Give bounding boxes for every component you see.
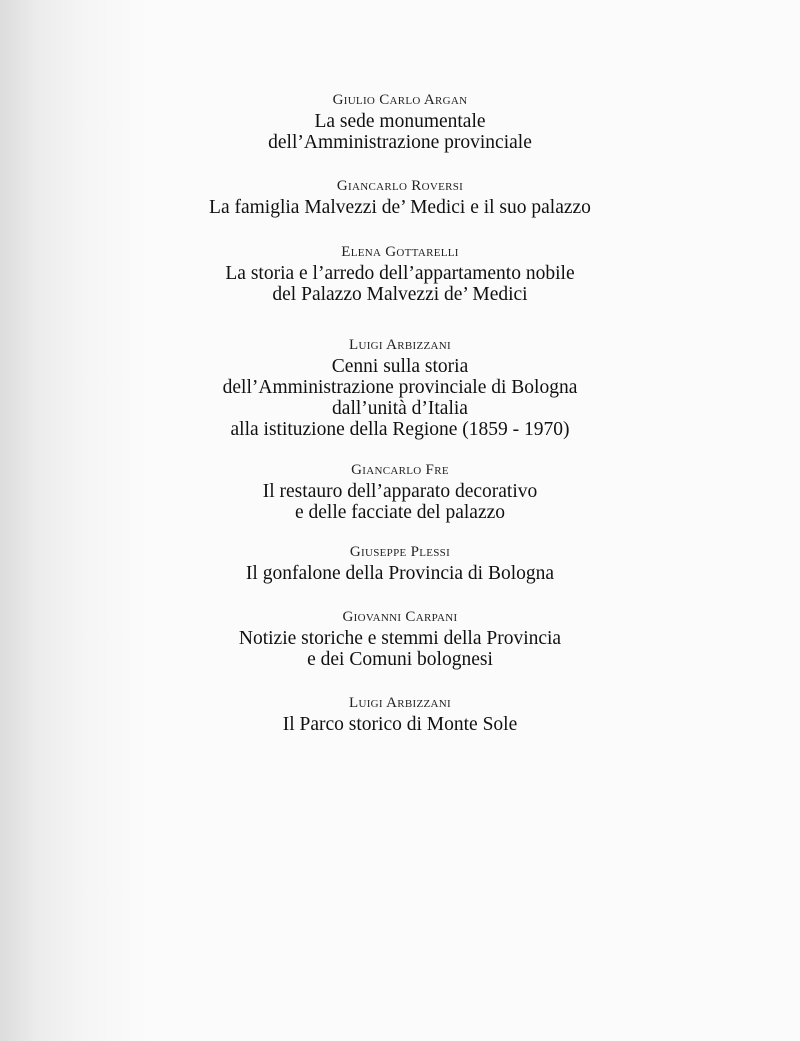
contents-entry: [0, 459, 800, 523]
contents-entry: [0, 175, 800, 218]
entry-author: Giulio Carlo Argan: [332, 92, 468, 108]
entry-author: Elena Gottarelli: [341, 244, 459, 260]
entry-title-line: dall’unità d’Italia: [332, 398, 468, 419]
entry-title-line: dell’Amministrazione provinciale di Bologna: [222, 377, 578, 398]
contents-entry: [0, 541, 800, 584]
entry-author: Giovanni Carpani: [342, 609, 458, 625]
entry-title-line: Il Parco storico di Monte Sole: [282, 714, 518, 735]
entry-author: Luigi Arbizzani: [349, 695, 451, 711]
entry-title-line: dell’Amministrazione provinciale: [268, 132, 532, 153]
entry-author: Giuseppe Plessi: [349, 544, 451, 560]
entry-title-line: del Palazzo Malvezzi de’ Medici: [272, 284, 528, 305]
contents-entry: [0, 241, 800, 305]
contents-entry: [0, 606, 800, 670]
entry-author: Giancarlo Fre: [351, 462, 449, 478]
entry-title-line: Notizie storiche e stemmi della Provincia: [238, 628, 562, 649]
contents-entry: [0, 334, 800, 440]
entry-author: Giancarlo Roversi: [336, 178, 464, 194]
contents-entry: [0, 89, 800, 153]
contents-entry: [0, 692, 800, 735]
entry-title-line: Il gonfalone della Provincia di Bologna: [245, 563, 555, 584]
entry-author: Luigi Arbizzani: [349, 337, 451, 353]
entry-title-line: Il restauro dell’apparato decorativo: [262, 481, 538, 502]
entry-title-line: e dei Comuni bolognesi: [307, 649, 493, 670]
entry-title-line: e delle facciate del palazzo: [294, 502, 505, 523]
entry-title-line: La famiglia Malvezzi de’ Medici e il suo palazzo: [209, 197, 591, 218]
entry-title-line: alla istituzione della Regione (1859 - 1970): [230, 419, 570, 440]
entry-title-line: La storia e l’arredo dell’appartamento nobile: [225, 263, 575, 284]
entry-title-line: Cenni sulla storia: [331, 356, 469, 377]
entry-title-line: La sede monumentale: [314, 111, 486, 132]
